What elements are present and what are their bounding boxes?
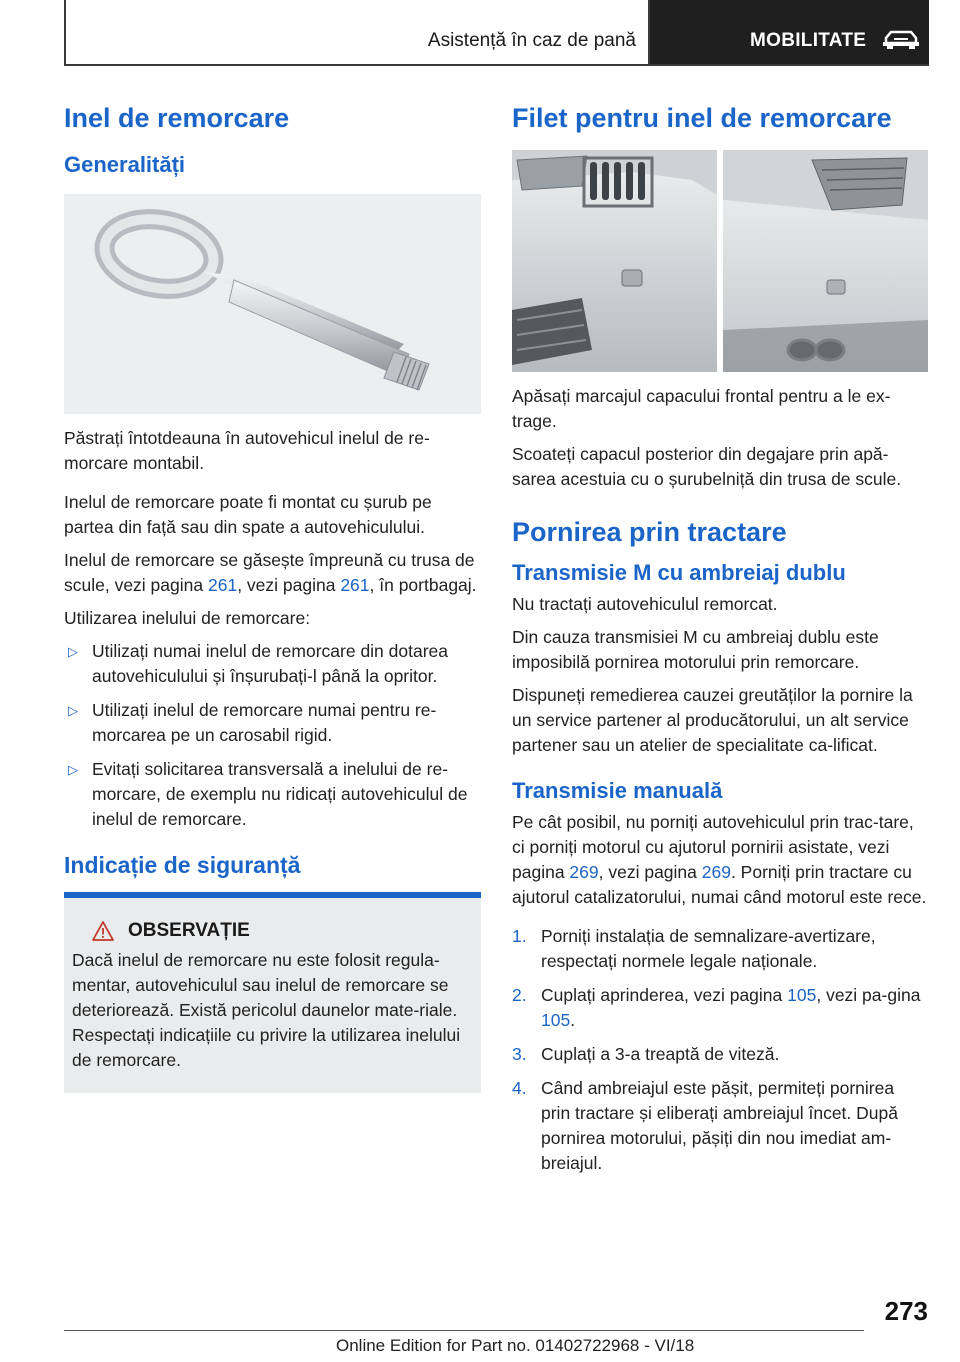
list-item [512,1042,928,1067]
notice-header [72,920,473,942]
tow-start-steps [512,924,928,1176]
right-paragraph-3: Nu tractați autovehiculul remorcat. [512,594,778,614]
p6-text-c: . Porniți prin tractare cu ajutorul catalizatorului, numai când motorul este rece. [512,862,927,907]
left-column [64,100,481,1093]
step-text: Cuplați a 3-a treaptă de viteză. [541,1044,780,1064]
p6-text-b: , vezi pagina [598,862,702,882]
safety-title: Indicație de siguranță [64,852,301,878]
step-number: 1. [512,926,527,946]
page-number: 273 [884,1296,928,1326]
tow-ring-title: Inel de remorcare [64,103,290,133]
triangle-bullet-icon: ▷ [68,762,78,777]
m-dct-subtitle: Transmisie M cu ambreiaj dublu [512,560,846,585]
step-text-c: . [570,1010,576,1030]
list-item [512,1076,928,1176]
page-link-105[interactable]: 105 [541,1010,571,1030]
step-text-b: , vezi pa-gina [816,985,921,1005]
header-section-title: Asistență în caz de pană [427,30,636,51]
list-item-text: Utilizați inelul de remorcare numai pentru re-morcarea pe un carosabil rigid. [92,700,437,745]
step-number: 3. [512,1044,527,1064]
page-link-269[interactable]: 269 [569,862,599,882]
step-number: 2. [512,985,527,1005]
list-item [512,924,928,974]
left-paragraph-4: Utilizarea inelului de remorcare: [64,608,311,628]
p3-text-a: Inelul de remorcare se găsește împreună cu trusa de scule, vezi pagina [64,550,475,595]
header-section-tab [64,0,650,66]
header-chapter-tab [650,0,929,66]
triangle-bullet-icon: ▷ [68,644,78,659]
left-paragraph-2: Inelul de remorcare poate fi montat cu șurub pe partea din față sau din spate a autovehiculului. [64,492,432,537]
list-item [512,983,928,1033]
page-link-105[interactable]: 105 [787,985,817,1005]
list-item-text: Utilizați numai inelul de remorcare din dotarea autovehiculului și înșurubați-l până la opritor. [92,641,449,686]
step-number: 4. [512,1078,527,1098]
notice-label: OBSERVAȚIE [128,920,250,941]
left-paragraph-3 [64,548,481,598]
page-link-261[interactable]: 261 [207,575,238,595]
general-subtitle: Generalități [64,152,186,177]
page-link-261[interactable]: 261 [340,575,370,595]
list-item [64,757,481,832]
notice-box [64,898,481,1093]
tow-ring-illustration [64,194,481,414]
page-link-269[interactable]: 269 [701,862,731,882]
p3-text-b: , vezi pagina [237,575,341,595]
warning-icon [92,921,114,941]
footer-edition [336,1336,694,1356]
notice-text: Dacă inelul de remorcare nu este folosit regula-mentar, autovehiculul sau inelul de remorcare se deteriorează. Există pericolul daunelor mate-riale. Respectați indicațiile cu privire la utilizarea inelului de remorcare. [72,950,461,1070]
list-item-text: Evitați solicitarea transversală a inelului de re-morcare, de exemplu nu ridicați autovehiculul de inelul de remorcare. [92,759,468,829]
left-paragraph-1: Păstrați întotdeauna în autovehicul inelul de re-morcare montabil. [64,428,430,473]
header-chapter-title: MOBILITATE [750,30,867,51]
list-item [64,698,481,748]
footer-edition-text: Online Edition for Part no. 01402722968 - VI/18 [336,1336,695,1355]
right-paragraph-2: Scoateți capacul posterior din degajare prin apă-sarea acestuia cu o șurubelniță din trusa de scule. [512,444,902,489]
tow-start-title: Pornirea prin tractare [512,517,787,547]
right-paragraph-6 [512,810,928,910]
bumper-cover-illustration [512,150,928,372]
usage-list [64,639,481,832]
footer-rule [64,1330,864,1331]
p6-text-a: Pe cât posibil, nu porniți autovehiculul prin trac-tare, ci porniți motorul cu ajutorul pornirii asistate, vezi pagina [512,812,914,882]
car-icon [883,29,919,49]
manual-gearbox-subtitle: Transmisie manuală [512,778,723,803]
step-text-a: Cuplați aprinderea, vezi pagina [541,985,788,1005]
right-paragraph-4: Din cauza transmisiei M cu ambreiaj dublu este imposibilă pornirea motorului prin remorcare. [512,627,879,672]
right-column [512,100,928,1185]
list-item [64,639,481,689]
step-text: Porniți instalația de semnalizare-avertizare, respectați normele legale naționale. [541,926,876,971]
right-paragraph-5: Dispuneți remedierea cauzei greutăților la pornire la un service partener al producătorului, un alt service partener sau un atelier de specialitate ca-lificat. [512,685,913,755]
p3-text-c: , în portbagaj. [369,575,477,595]
step-text: Când ambreiajul este pășit, permiteți pornirea prin tractare și eliberați ambreiajul încet. După pornirea motorului, pășiți din nou imediat am-breiajul. [541,1078,898,1173]
header-rule [64,64,929,66]
thread-title: Filet pentru inel de remorcare [512,103,892,133]
right-paragraph-1: Apăsați marcajul capacului frontal pentru a le ex-trage. [512,386,891,431]
triangle-bullet-icon: ▷ [68,703,78,718]
